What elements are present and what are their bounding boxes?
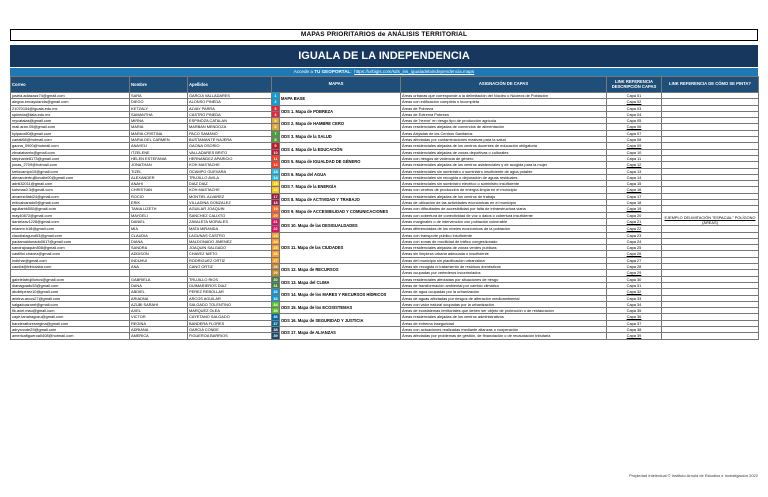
cell-email: spineda@iiala.edu.mx xyxy=(11,111,130,117)
cell-surname: PEREZ REBOLLAR xyxy=(188,289,272,295)
cell-layer-assignment: Áreas de transformación ambiental por cambio climático xyxy=(401,282,607,288)
cell-email: mycatalas@gmail.com xyxy=(11,118,130,124)
map-group-label: ODS 16. Mapa de SEGURIDAD Y JUSTICIA xyxy=(280,314,401,327)
cell-surname: BUSTAMANTE NAJERA xyxy=(188,137,272,143)
cell-layer-assignment: Áreas con transporte público insuficiente xyxy=(401,232,607,238)
layer-link[interactable]: Capa 01 xyxy=(607,93,662,99)
cell-surname: KOH MASTACHE xyxy=(188,187,272,193)
cell-name: DIANA xyxy=(130,238,188,244)
cell-email: carlati68@hotmail.com xyxy=(11,137,130,143)
map-group-label: ODS 11. Mapa de las CIUDADES xyxy=(280,232,401,263)
layer-link[interactable]: Capa 13 xyxy=(607,168,662,174)
map-number-badge: 22 xyxy=(273,226,278,232)
layer-link[interactable]: Capa 04 xyxy=(607,111,662,117)
cell-name: DANA xyxy=(130,282,188,288)
cell-email: indirhar@gmail.com xyxy=(11,257,130,263)
cell-layer-assignment: Áreas con zonas de movilidad de tráfico congestionado xyxy=(401,238,607,244)
layer-link[interactable]: Capa 08 xyxy=(607,137,662,143)
cell-email: americafigueroa0408@hotmail.com xyxy=(11,333,130,339)
layer-link[interactable]: Capa 37 xyxy=(607,320,662,326)
map-group-label: ODS 1. Mapa de POBREZA xyxy=(280,105,401,118)
cell-email: alvarezdiabl24@gmail.com xyxy=(11,193,130,199)
polygon-example-text: EJEMPLO DELIMITACIÓN "ESPACIAL" POLÍGONO (ÁREAS) xyxy=(664,214,756,225)
cell-name: INDUHUI xyxy=(130,257,188,263)
cell-surname: OCAMPO GUEVARA xyxy=(188,168,272,174)
cell-layer-assignment: Áreas sin limpieza urbana adecuada o insuficiente xyxy=(401,251,607,257)
map-group-label: ODS 5. Mapa de IGUALDAD DE GÉNERO xyxy=(280,155,401,168)
map-group-label: ODS 3. Mapa de la SALUD xyxy=(280,130,401,143)
col-apellidos: Apellidos xyxy=(188,77,272,93)
map-number-badge: 35 xyxy=(273,308,278,314)
cell-layer-assignment: Áreas marginales o de intervención con población vulnerable xyxy=(401,218,607,225)
map-group-label: ODS 9. Mapa de ACCESIBILIDAD Y COMUNICACIONES xyxy=(280,206,401,219)
cell-surname: GUIMARIEROS DIAZ xyxy=(188,282,272,288)
cell-email: kohmas0.3@gmail.com xyxy=(11,187,130,193)
cell-surname: JOAQUIN SALGADO xyxy=(188,245,272,251)
cell-surname: ESPINOZA CATALAN xyxy=(188,118,272,124)
footer-copyright: Propiedad Intelectual © Instituto Arnold de Estudios e Investigación 2022 xyxy=(628,473,758,478)
map-group-label: ODS 8. Mapa de ACTIVIDAD Y TRABAJO xyxy=(280,193,401,206)
cell-layer-assignment: Áreas de Pobreza xyxy=(401,105,607,111)
cell-name: TIZEL xyxy=(130,168,188,174)
cell-name: ANA xyxy=(130,264,188,270)
cell-layer-assignment: Áreas de aguas afectadas por riesgos de alteración medioambiental xyxy=(401,295,607,301)
layers-table xyxy=(10,76,759,340)
cell-layer-assignment: Áreas residenciales alejadas de los centros de trabajo xyxy=(401,193,607,199)
col-correo: Correo xyxy=(11,77,130,93)
cell-surname: SANCHEZ CALIXTO xyxy=(188,212,272,218)
cell-layer-assignment: Áreas con edificación completa o incompleta xyxy=(401,99,607,105)
cell-name: DANIEL xyxy=(130,218,188,225)
map-number-badge: 27 xyxy=(273,257,278,263)
cell-layer-assignment: Áreas residenciales sin suministro o suministro insuficiente de agua potable xyxy=(401,168,607,174)
cell-name: ANAHI xyxy=(130,181,188,187)
layer-link[interactable]: Capa 18 xyxy=(607,200,662,206)
map-number-badge: 14 xyxy=(273,174,278,180)
cell-surname: PACO SAMANO xyxy=(188,130,272,136)
cell-layer-assignment: Áreas sin recogida ni tratamiento de residuos domésticos xyxy=(401,264,607,270)
map-number-badge: 19 xyxy=(273,206,278,212)
col-mapas: MAPAS xyxy=(272,77,401,93)
cell-email: erikvalvarado0@gmail.com xyxy=(11,200,130,206)
map-number-badge: 28 xyxy=(273,264,278,270)
cell-layer-assignment: Áreas residenciales alejadas de comercios de alimentación xyxy=(401,124,607,130)
cell-paint-reference xyxy=(662,333,759,339)
cell-email: castilloi.chavez@gmail.com xyxy=(11,251,130,257)
map-number-badge: 37 xyxy=(273,320,278,326)
map-group-label: ODS 7. Mapa de la ENERGÍA xyxy=(280,181,401,194)
map-number-badge: 21 xyxy=(273,219,278,225)
cell-surname: TRUJILLO AVILA xyxy=(188,174,272,180)
cell-name: AZUBI SARAHI xyxy=(130,301,188,307)
map-group-label: MAPA BASE xyxy=(280,93,401,106)
map-number-badge: 18 xyxy=(273,200,278,206)
cell-layer-assignment: Áreas del municipio sin planificación urbanística xyxy=(401,257,607,263)
cell-layer-assignment: Áreas de agua ocupadas por la urbanización xyxy=(401,289,607,295)
map-group-label: ODS 4. Mapa de la EDUCACIÓN xyxy=(280,143,401,156)
cell-surname: MATA MIRANDA xyxy=(188,226,272,232)
layer-link[interactable]: Capa 09 xyxy=(607,143,662,149)
cell-name: KETZALY xyxy=(130,105,188,111)
cell-email: stephanie8173@gmail.com xyxy=(11,155,130,161)
cell-email: abdielperez10@gmail.com xyxy=(11,289,130,295)
cell-name: AXEL xyxy=(130,308,188,314)
cell-layer-assignment: Áreas de Extrema Pobreza xyxy=(401,111,607,117)
cell-layer-assignment: Áreas residenciales afectadas por situaciones de riesgo xyxy=(401,276,607,282)
cell-name: ABDIEL xyxy=(130,289,188,295)
cell-email: camila@tribiolaba.com xyxy=(11,264,130,270)
cell-email: alegoa.encayolanda@gmail.com xyxy=(11,99,130,105)
map-group-label: ODS 2. Mapa de HAMBRE CERO xyxy=(280,118,401,131)
cell-email: claudialaguna53@gmail.com xyxy=(11,232,130,238)
layer-link[interactable]: Capa 07 xyxy=(607,130,662,136)
cell-name: ARIADNA xyxy=(130,295,188,301)
layer-link[interactable]: Capa 26 xyxy=(607,251,662,257)
map-number-badge: 32 xyxy=(273,289,278,295)
map-number-badge: 3 xyxy=(272,105,280,111)
cell-surname: ALONSO PINEDA xyxy=(188,99,272,105)
map-number-badge: 39 xyxy=(273,333,278,339)
map-number-badge: 9 xyxy=(272,143,280,149)
geoportal-access-bar: Accede a TU GEOPORTAL: https://urbigis.com/sds_ins_igualadelaindependencia.maps xyxy=(10,68,758,76)
map-number-badge: 25 xyxy=(273,245,278,251)
cell-name: DIEGO xyxy=(130,99,188,105)
cell-layer-assignment: Áreas afectadas por problemas de gestión, de financiación o de recaudación tributaria xyxy=(401,333,607,339)
access-prefix: Accede a xyxy=(293,69,315,74)
cell-name: CHRISTIAN xyxy=(130,187,188,193)
layer-link[interactable]: Capa 23 xyxy=(607,232,662,238)
cell-email: banderafloresregina@gmail.com xyxy=(11,320,130,326)
cell-name: GABRIELA xyxy=(130,276,188,282)
cell-surname: GARCIA CONDE xyxy=(188,326,272,332)
map-number-badge: 1 xyxy=(272,93,280,99)
layer-link[interactable]: Capa 28 xyxy=(607,264,662,270)
cell-name: ANAYELI xyxy=(130,143,188,149)
map-number-badge: 38 xyxy=(273,326,278,332)
layer-link[interactable]: Capa 36 xyxy=(607,314,662,320)
layer-link[interactable]: Capa 33 xyxy=(607,295,662,301)
geoportal-link[interactable]: https://urbigis.com/sds_ins_igualadelaindependencia.maps xyxy=(354,69,475,74)
map-number-badge: 5 xyxy=(272,118,280,124)
map-group-label: ODS 10. Mapa de las DESIGUALDADES xyxy=(280,218,401,232)
cell-layer-assignment: Áreas con centros de producción de energía limpia en el municipio xyxy=(401,187,607,193)
cell-surname: MARBAN MENDOZA xyxy=(188,124,272,130)
layer-link[interactable]: Capa 35 xyxy=(607,308,662,314)
cell-surname: MARQUEZ OLEA xyxy=(188,308,272,314)
map-group-label: ODS 15. Mapa de los ECOSISTEMAS xyxy=(280,301,401,314)
layer-link[interactable]: Capa 03 xyxy=(607,105,662,111)
cell-name: SARA xyxy=(130,93,188,99)
cell-name: ERIK xyxy=(130,200,188,206)
layer-link[interactable]: Capa 19 xyxy=(607,206,662,212)
cell-name: AMERICA xyxy=(130,333,188,339)
map-number-badge: 7 xyxy=(272,130,280,136)
cell-surname: HERNANDEZ APARICIO xyxy=(188,155,272,161)
cell-layer-assignment: Áreas residenciales alejadas de zonas verdes públicas xyxy=(401,245,607,251)
col-link-pintar: LINK REFERENCIA DE CÓMO SE PINTA? xyxy=(662,77,759,93)
cell-surname: CANO ORTIZ xyxy=(188,264,272,270)
cell-email: gaona_0900@hotmail.com xyxy=(11,143,130,149)
cell-surname: FIGUEROA BARRIOS xyxy=(188,333,272,339)
map-number-badge: 11 xyxy=(273,155,278,161)
map-number-badge: 34 xyxy=(273,301,278,307)
layer-link[interactable]: Capa 11 xyxy=(607,155,662,161)
cell-email: josela.adiazazz74@gmail.com xyxy=(11,93,130,99)
cell-name: JONATHAN xyxy=(130,162,188,168)
map-number-badge: 26 xyxy=(273,251,278,257)
cell-surname: CASTRO PINEDA xyxy=(188,111,272,117)
map-number-badge: 33 xyxy=(273,295,278,301)
layer-link[interactable]: Capa 06 xyxy=(607,124,662,130)
cell-layer-assignment: Áreas con dificultades de accesibilidad por falta de infraestructura viaria xyxy=(401,206,607,212)
col-link-desc: LINK REFERENCIA DESCRIPCIÓN CAPAS xyxy=(607,77,662,93)
cell-name: TANIA LIZETH xyxy=(130,206,188,212)
polygon-example-link[interactable] xyxy=(662,212,759,226)
map-number-badge: 16 xyxy=(273,187,278,193)
cell-name: ADRIANA xyxy=(130,326,188,332)
map-number-badge: 2 xyxy=(272,99,280,105)
map-number-badge: 8 xyxy=(272,137,280,143)
map-number-badge: 24 xyxy=(273,238,278,244)
cell-surname: TRUJILLO RIOS xyxy=(188,276,272,282)
map-number-badge: 20 xyxy=(273,212,278,218)
map-group-label: ODS 12. Mapa de RECURSOS xyxy=(280,264,401,277)
cell-surname: GARCIA VALLADARES xyxy=(188,93,272,99)
cell-surname: RODRIGUEZ ORTIZ xyxy=(188,257,272,263)
layer-link[interactable]: Capa 32 xyxy=(607,289,662,295)
cell-name: ROCIO xyxy=(130,193,188,199)
document-title: MAPAS PRIORITARIOS de ANÁLISIS TERRITORIAL xyxy=(10,29,758,41)
cell-email: danielzav1228@gmail.com xyxy=(11,218,130,225)
map-group-label: ODS 17. Mapa de ALIANZAS xyxy=(280,326,401,339)
cell-name: MIA xyxy=(130,226,188,232)
layer-link[interactable]: Capa 24 xyxy=(607,238,662,244)
cell-surname: CAYETANO SALGADO xyxy=(188,314,272,320)
cell-email: mali.aran.05@gmail.com xyxy=(11,124,130,130)
layer-link[interactable]: Capa 29 xyxy=(607,270,662,276)
cell-email: adryconde29@gmail.com xyxy=(11,326,130,332)
cell-layer-assignment: Áreas de ubicación de las actividades económicas en el municipio xyxy=(401,200,607,206)
cell-email: jonas_2709@hotmail.com xyxy=(11,162,130,168)
cell-email: mianmr.h18@gmail.com xyxy=(11,226,130,232)
layer-link[interactable]: Capa 22 xyxy=(607,226,662,232)
map-group-label: ODS 14. Mapa de los MARES Y RECURSOS HÍDRICOS xyxy=(280,289,401,302)
layer-link[interactable]: Capa 38 xyxy=(607,326,662,332)
cell-name: ITZELENE xyxy=(130,149,188,155)
cell-surname: MONTIEL ALVAREZ xyxy=(188,193,272,199)
map-number-badge: 13 xyxy=(273,168,278,174)
cell-email: paolamaldonado0617@gmail.com xyxy=(11,238,130,244)
cell-surname: SALGADO TOLENTINO xyxy=(188,301,272,307)
access-brand: TU GEOPORTAL xyxy=(314,69,351,74)
cell-layer-assignment: Áreas Alejadas de los Centros Sanitarios xyxy=(401,130,607,136)
map-number-badge: 17 xyxy=(273,193,278,199)
cell-layer-assignment: Áreas residenciales alejadas de los centros asistenciales y de acogida para la mujer xyxy=(401,162,607,168)
cell-layer-assignment: Áreas de ecosistemas territoriales que deben ser objeto de protección o de restauración xyxy=(401,308,607,314)
cell-surname: ARCOS AGUILAR xyxy=(188,295,272,301)
cell-layer-assignment: Áreas con riesgos de violencia de género xyxy=(401,155,607,161)
cell-surname: VILLADINA GONZALEZ xyxy=(188,200,272,206)
map-number-badge: 23 xyxy=(273,232,278,238)
cell-layer-assignment: Áreas diferenciadas de los niveles económicos de la población xyxy=(401,226,607,232)
cell-name: VICTOR xyxy=(130,314,188,320)
layer-link[interactable]: Capa 27 xyxy=(607,257,662,263)
col-asignacion: ASIGNACIÓN DE CAPAS xyxy=(401,77,607,93)
cell-email: alexandertrujillovalle00@gmail.com xyxy=(11,174,130,180)
col-nombre: Nombre xyxy=(130,77,188,93)
cell-name: MARIA CRISTINA xyxy=(130,130,188,136)
layer-link[interactable]: Capa 14 xyxy=(607,174,662,180)
map-number-badge: 12 xyxy=(273,162,278,168)
map-number-badge: 15 xyxy=(273,181,278,187)
cell-name: MAYDELI xyxy=(130,212,188,218)
map-number-badge: 29 xyxy=(273,270,278,276)
layer-link[interactable]: Capa 31 xyxy=(607,282,662,288)
layer-link[interactable]: Capa 05 xyxy=(607,118,662,124)
cell-surname: ZAVALETA MORALES xyxy=(188,218,272,225)
municipality-title: IGUALA DE LA INDEPENDENCIA xyxy=(10,45,758,67)
cell-email: adriii32011@gmail.com xyxy=(11,181,130,187)
cell-email: dianaguadu53@gmail.com xyxy=(11,282,130,288)
cell-surname: CHAVEZ NIETO xyxy=(188,251,272,257)
cell-layer-assignment: Áreas de extrema inseguridad xyxy=(401,320,607,326)
cell-layer-assignment: Áreas residenciales alejadas de zonas deportivas o culturales xyxy=(401,149,607,155)
cell-surname: VALLADARES BRITO xyxy=(188,149,272,155)
table-body xyxy=(11,93,759,340)
cell-layer-assignment: Áreas residenciales sin suministro eléctrico o suministro insuficiente xyxy=(401,181,607,187)
cell-name: MARIA DEL CARMEN xyxy=(130,137,188,143)
layer-link[interactable]: Capa 02 xyxy=(607,99,662,105)
cell-email: kylpaco80@gmail.com xyxy=(11,130,130,136)
cell-email: gabrielatrujillorios@gmail.com xyxy=(11,276,130,282)
cell-layer-assignment: Áreas con valor natural ocupadas por la urbanización xyxy=(401,301,607,307)
cell-surname: LAGUNAS CASTRO xyxy=(188,232,272,238)
cell-name: ADDISON xyxy=(130,251,188,257)
layer-link[interactable]: Capa 39 xyxy=(607,333,662,339)
map-group-label: ODS 13. Mapa del CLIMA xyxy=(280,276,401,289)
layer-link[interactable]: Capa 30 xyxy=(607,276,662,282)
cell-name: MIRNA xyxy=(130,118,188,124)
cell-name: SANDRA xyxy=(130,245,188,251)
cell-email: sandrajoaquin808@gmail.com xyxy=(11,245,130,251)
cell-surname: DIAZ DIAZ xyxy=(188,181,272,187)
layer-link[interactable]: Capa 16 xyxy=(607,187,662,193)
cell-layer-assignment: Áreas afectadas por contaminaciones masivas para la salud xyxy=(401,137,607,143)
cell-email: tlk.axel.mau@gmail.com xyxy=(11,308,130,314)
cell-layer-assignment: Áreas residenciales sin recogida o depuración de aguas residuales xyxy=(401,174,607,180)
map-number-badge: 4 xyxy=(272,111,280,117)
cell-layer-assignment: Áreas con cobertura de conectividad de voz o datos o cobertura insuficiente xyxy=(401,212,607,218)
map-number-badge: 31 xyxy=(273,282,278,288)
cell-layer-assignment: Áreas residenciales alejadas de los centros docentes de educación obligatoria xyxy=(401,143,607,149)
map-number-badge: 30 xyxy=(273,276,278,282)
layer-link[interactable]: Capa 12 xyxy=(607,162,662,168)
cell-surname: BANDERA FLORES xyxy=(188,320,272,326)
cell-name: ALEXANDER xyxy=(130,174,188,180)
cell-surname: KOH MASTACHE xyxy=(188,162,272,168)
sheet xyxy=(10,29,758,340)
layer-link[interactable]: Capa 20 xyxy=(607,212,662,218)
cell-email: may40872@gmail.com xyxy=(11,212,130,218)
layer-link[interactable]: Capa 17 xyxy=(607,193,662,199)
cell-email: 21070104@iguala.edu.mx xyxy=(11,105,130,111)
cell-email: caye.tanahagozu@gmail.com xyxy=(11,314,130,320)
cell-surname: GAONA OSORIO xyxy=(188,143,272,149)
cell-name: MARIA xyxy=(130,124,188,130)
cell-name: SAMANTHA xyxy=(130,111,188,117)
cell-surname: MALDONADO JIMENEZ xyxy=(188,238,272,244)
cell-name: REGINA xyxy=(130,320,188,326)
cell-email: salgadoazurel@gmail.com xyxy=(11,301,130,307)
cell-surname: ALVAY PARRA xyxy=(188,105,272,111)
map-number-badge: 6 xyxy=(272,124,280,130)
layer-link[interactable]: Capa 25 xyxy=(607,245,662,251)
cell-email: tzelocampo10@gmail.com xyxy=(11,168,130,174)
layer-link[interactable]: Capa 21 xyxy=(607,218,662,225)
cell-surname: AGUILAR JOAQUIN xyxy=(188,206,272,212)
cell-layer-assignment: Áreas ocupadas por vertederos incontrolados xyxy=(401,270,607,276)
map-group-label: ODS 6. Mapa del AGUA xyxy=(280,168,401,181)
cell-email: aguilarbk500@gmail.com xyxy=(11,206,130,212)
table-row xyxy=(11,218,759,225)
cell-layer-assignment: Áreas residenciales alejadas de los centros administrativos xyxy=(401,314,607,320)
layer-link[interactable]: Capa 10 xyxy=(607,149,662,155)
cell-email: zbvalabarrio@gmail.com xyxy=(11,149,130,155)
layer-link[interactable]: Capa 34 xyxy=(607,301,662,307)
layer-link[interactable]: Capa 15 xyxy=(607,181,662,187)
cell-layer-assignment: Áreas de 'hervor' en riesgo tipo de producción agrícola xyxy=(401,118,607,124)
map-number-badge: 10 xyxy=(273,149,278,155)
cell-name: HELEN ESTEFANIA xyxy=(130,155,188,161)
cell-email: arielna.arcos27@gmail.com xyxy=(11,295,130,301)
cell-name: CLAUDIA xyxy=(130,232,188,238)
cell-layer-assignment: Áreas con actuaciones realizadas mediante alianzas o cooperación xyxy=(401,326,607,332)
cell-layer-assignment: Áreas urbanas que corresponde a la delimitación del Núcleo o Núcleos de Población xyxy=(401,93,607,99)
map-number-badge: 36 xyxy=(273,314,278,320)
